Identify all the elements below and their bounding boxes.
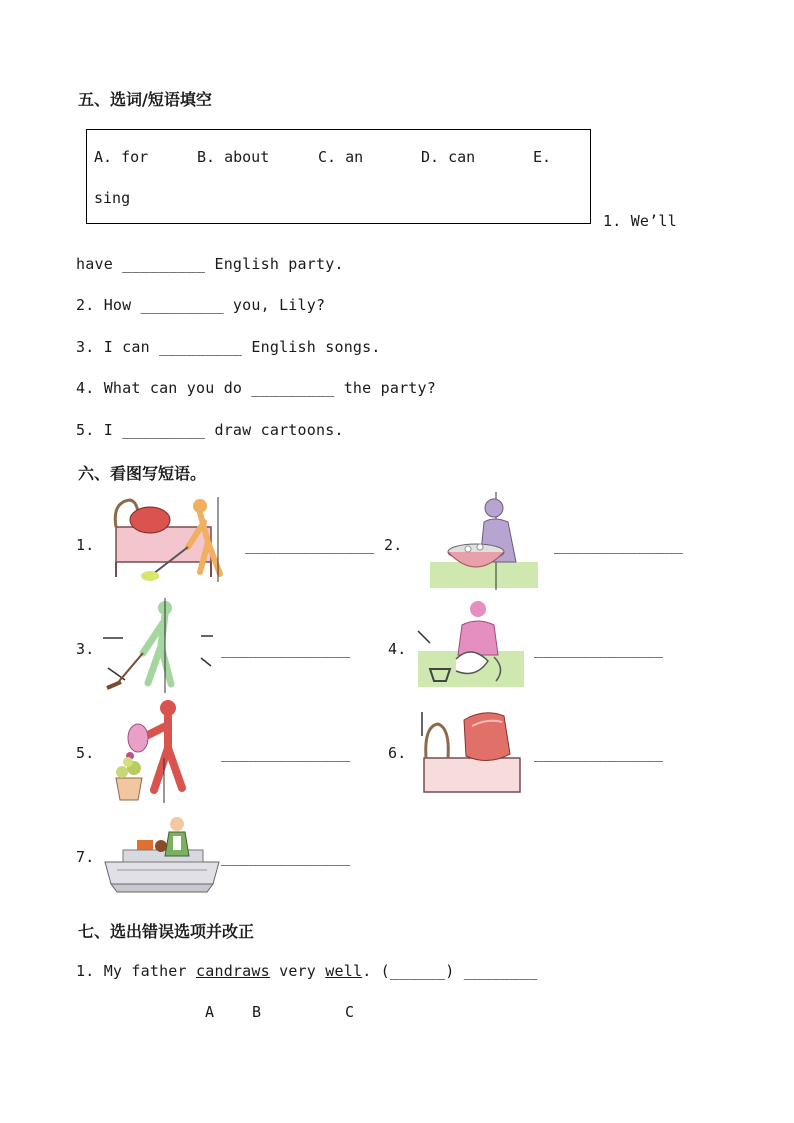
answer-blank-3[interactable]: ______________	[221, 640, 351, 658]
question-4: 4. What can you do _________ the party?	[76, 379, 436, 397]
making-bed-picture	[418, 706, 524, 798]
question-5: 5. I _________ draw cartoons.	[76, 421, 344, 439]
question-1-rest: have _________ English party.	[76, 255, 344, 273]
picture-number-2: 2.	[384, 536, 403, 554]
section-6-title: 六、看图写短语。	[78, 464, 207, 483]
option-e-word: sing	[94, 189, 131, 207]
bed-sweeping-picture	[108, 492, 243, 587]
label-c: C	[345, 1003, 355, 1021]
picture-number-7: 7.	[76, 848, 95, 866]
underlined-well: well	[325, 962, 363, 980]
section-7-title: 七、选出错误选项并改正	[78, 922, 255, 941]
answer-blank-1[interactable]: ______________	[245, 536, 375, 554]
label-b: B	[252, 1003, 262, 1021]
picture-number-3: 3.	[76, 640, 95, 658]
folding-clothes-picture	[416, 599, 526, 689]
error-question-1	[76, 962, 538, 980]
answer-blank-5[interactable]: ______________	[221, 744, 351, 762]
picture-number-1: 1.	[76, 536, 95, 554]
label-a: A	[205, 1003, 215, 1021]
underlined-candraws: candraws	[196, 962, 270, 980]
error-question-1-start: 1. My father	[76, 962, 196, 980]
question-1-start: 1. We’ll	[603, 212, 677, 230]
picture-number-5: 5.	[76, 744, 95, 762]
word-bank-box	[86, 129, 591, 224]
option-c: C. an	[318, 148, 364, 166]
washing-clothes-picture	[428, 492, 540, 590]
picture-number-6: 6.	[388, 744, 407, 762]
question-2: 2. How _________ you, Lily?	[76, 296, 326, 314]
option-a: A. for	[94, 148, 149, 166]
section-5-title: 五、选词/短语填空	[78, 90, 212, 109]
cooking-counter-picture	[103, 812, 221, 894]
sweeping-floor-picture	[103, 598, 215, 693]
answer-blank-4[interactable]: ______________	[534, 640, 664, 658]
question-3: 3. I can _________ English songs.	[76, 338, 381, 356]
error-question-1-end: . (______) ________	[362, 962, 538, 980]
option-e: E.	[533, 148, 552, 166]
answer-blank-2[interactable]: ______________	[554, 536, 684, 554]
picture-number-4: 4.	[388, 640, 407, 658]
answer-blank-7[interactable]: ______________	[221, 848, 351, 866]
option-d: D. can	[421, 148, 476, 166]
option-b: B. about	[197, 148, 270, 166]
error-question-1-mid: very	[269, 962, 326, 980]
watering-flowers-picture	[106, 698, 201, 803]
answer-blank-6[interactable]: ______________	[534, 744, 664, 762]
